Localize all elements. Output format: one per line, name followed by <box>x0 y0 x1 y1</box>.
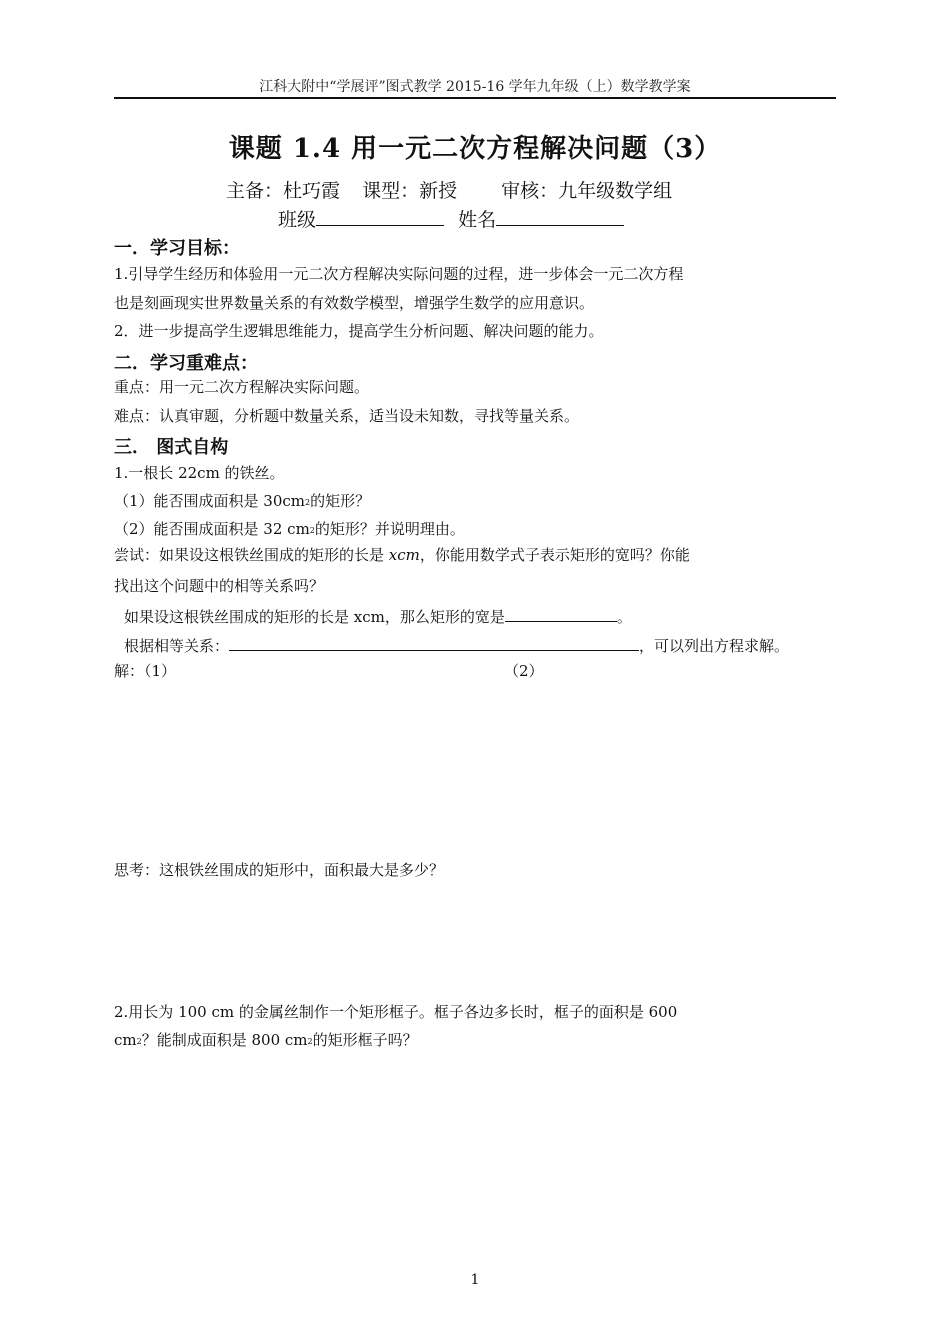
solution-1-label: 解：（1） <box>114 662 177 680</box>
variable-x: xcm <box>388 546 420 564</box>
page-number: 1 <box>470 1272 480 1288</box>
try-line1: 尝试：如果设这根铁丝围成的矩形的长是 xcm，你能用数学式子表示矩形的宽吗？你能 <box>114 546 690 564</box>
difficult-point: 难点：认真审题，分析题中数量关系，适当设未知数，寻找等量关系。 <box>114 407 580 425</box>
relation-line: 根据相等关系： ，可以列出方程求解。 <box>124 634 789 656</box>
question-1: 1.一根长 22cm 的铁丝。 <box>114 464 285 482</box>
class-blank[interactable] <box>316 207 444 226</box>
try-line2: 找出这个问题中的相等关系吗？ <box>114 577 325 595</box>
question-1b: （2）能否围成面积是 32 $cm^2$的矩形？并说明理由。 <box>114 520 465 538</box>
relation-blank[interactable] <box>229 634 639 651</box>
reviewer: 审核：九年级数学组 <box>501 180 673 202</box>
key-point: 重点：用一元二次方程解决实际问题。 <box>114 378 370 396</box>
name-blank[interactable] <box>496 207 624 226</box>
page-header: 江科大附中“学展评”图式教学 2015-16 学年九年级（上）数学教学案 <box>259 79 691 95</box>
section2-heading: 二．学习重难点： <box>114 353 258 374</box>
objective-1-line1: 1.引导学生经历和体验用一元二次方程解决实际问题的过程，进一步体会一元二次方程 <box>114 265 684 283</box>
objective-2: 2．进一步提高学生逻辑思维能力，提高学生分析问题、解决问题的能力。 <box>114 322 604 340</box>
lead-teacher: 主备：杜巧霞 <box>226 180 341 202</box>
question-2-line2: $cm^2$？能制成面积是 800 $cm^2$的矩形框子吗？ <box>114 1031 418 1049</box>
section3-heading: 三． 图式自构 <box>114 437 229 458</box>
question-1a: （1）能否围成面积是 $30cm^2$的矩形？ <box>114 492 371 510</box>
lesson-meta <box>226 176 688 203</box>
name-label: 姓名 <box>458 209 497 231</box>
class-label: 班级 <box>278 209 317 231</box>
objective-1-line2: 也是刻画现实世界数量关系的有效数学模型，增强学生数学的应用意识。 <box>114 294 595 312</box>
student-info <box>278 205 624 232</box>
suppose-line: 如果设这根铁丝围成的矩形的长是 xcm，那么矩形的宽是 。 <box>124 605 632 627</box>
solution-2-label: （2） <box>504 662 544 680</box>
header-rule <box>114 97 836 99</box>
width-blank[interactable] <box>505 605 617 622</box>
section1-heading: 一．学习目标： <box>114 238 240 259</box>
lesson-type: 课型：新授 <box>362 180 458 202</box>
think-question: 思考：这根铁丝围成的矩形中，面积最大是多少？ <box>114 861 445 879</box>
question-2-line1: 2.用长为 100 cm 的金属丝制作一个矩形框子。框子各边多长时，框子的面积是 600 <box>114 1003 678 1021</box>
lesson-title: 课题 1.4 用一元二次方程解决问题（3） <box>228 134 722 164</box>
